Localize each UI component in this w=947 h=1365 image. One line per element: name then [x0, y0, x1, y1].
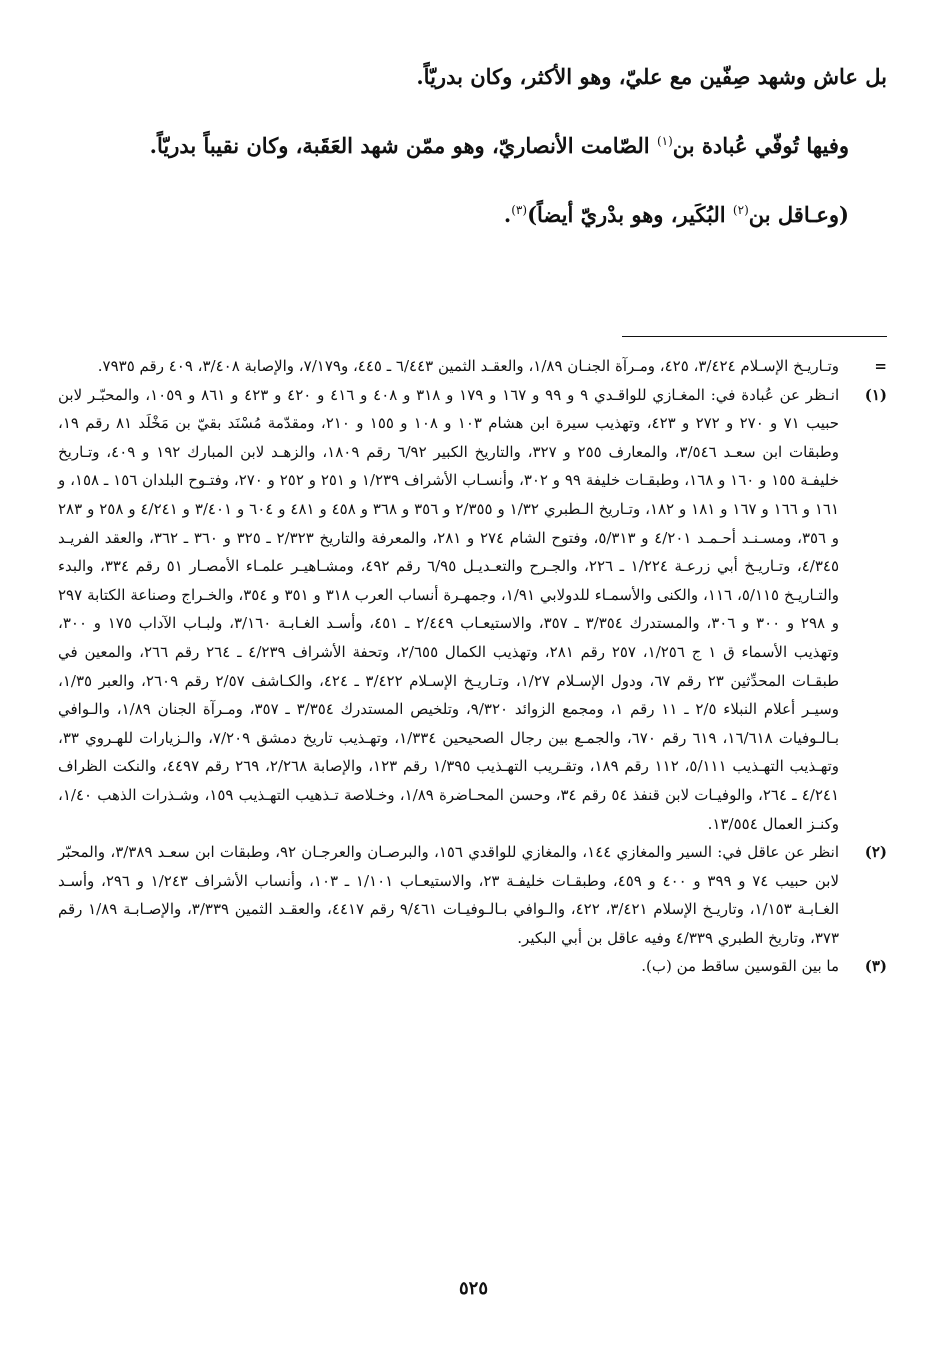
footnote-ref-2[interactable]: (٢) — [732, 203, 749, 217]
main-paragraph-aqil — [60, 191, 887, 234]
footnote-text: انظر عن عاقل في: السير والمغازي ١٤٤، والمغازي للواقدي ١٥٦، والبرصـان والعرجـان ٩٢، وطبقات ابن سعـد ٣/٣٨٩، والمحبّر لابن حبيب ٧٤ و ٣٩٩ و ٤٠٠ و ٤٥٩، وطبقـات خليفـة ٢٣، والاستيعـاب ١/١٠١ ـ ١٠٣، وأنساب الأشراف ١/٢٤٣ و ٢٩٦، وأسـد الغـابـة ١/١٥٣، وتاريـخ الإسلام ٣/٤٢١، ٤٢٢، والـوافي بـالـوفيـات ٩/٤٦١ رقم ٤٤١٧، والعقـد الثمين ٣/٣٣٩، والإصـابـة ١/٨٩ رقم ٣٧٣، وتاريخ الطبري ٤/٣٣٩ وفيه عاقل بن أبي البكير. — [58, 843, 840, 947]
footnote-marker: (٣) — [864, 957, 887, 976]
main-line-1 — [60, 58, 887, 96]
footnote-continuation — [58, 352, 887, 381]
footnote-text: وتـاريـخ الإسـلام ٣/٤٢٤، ٤٢٥، ومـرآة الجنـان ١/٨٩، والعقـد الثمين ٦/٤٤٣ ـ ٤٤٥، و٧/١٧٩، والإصابة ٣/٤٠٨، ٤٠٩ رقم ٧٩٣٥. — [97, 357, 839, 375]
ubada-text-2: الصّامت الأنصاريّ، وهو ممّن شهد العَقَبة، وكان نقيباً بدريّاً. — [149, 133, 657, 158]
footnote-3 — [58, 952, 887, 981]
footnote-marker: (١) — [864, 385, 887, 404]
footnote-marker: = — [874, 357, 887, 375]
page-number: ٥٢٥ — [458, 1278, 488, 1299]
footnote-2 — [58, 838, 887, 952]
footnote-ref-3[interactable]: (٣) — [511, 203, 528, 217]
footnote-separator — [622, 336, 887, 337]
footnote-ref-1[interactable]: (١) — [656, 134, 673, 148]
main-paragraph-ubada — [60, 122, 887, 165]
footnote-marker: (٢) — [864, 843, 887, 862]
footnote-1 — [58, 381, 887, 839]
aqil-text-2: البُكَير، وهو بدْريّ أيضاً) — [527, 202, 733, 227]
footnote-text: ما بين القوسين ساقط من (ب). — [641, 957, 839, 976]
aqil-text-end: . — [503, 202, 512, 227]
aqil-text-1: (وعـاقل بن — [748, 202, 849, 227]
main-text — [60, 58, 887, 260]
ubada-text-1: وفيها تُوفّي عُبادة بن — [672, 133, 849, 158]
footnotes-section — [58, 352, 887, 981]
main-line-1-text: بل عاش وشهد صِفّين مع عليّ، وهو الأكثر، وكان بدريّاً. — [416, 64, 887, 89]
footnote-text: انـظر عن عُبادة في: المغـازي للواقـدي ٩ و ٩٩ و ١٦٧ و ١٧٩ و ٣١٨ و ٤٠٨ و ٤١٦ و ٤٢٠ و ٤٢٣ و ٨٦١ و ١٠٥٩، والمحبّـر لابن حبيب ٧١ و ٢٧٠ و ٢٧٢ و ٤٢٣، وتهذيب سيرة ابن هشام ١٠٣ و ١٠٨ و ١٥٥ و ٢١٠، ومقدّمة مُسْنَد بقيّ بن مَخْلَد ٨١ رقم ١٩، وطبقات ابن سعـد ٣/٥٤٦، والمعارف ٢٥٥ و ٣٢٧، والتاريخ الكبير ٦/٩٢ رقم ١٨٠٩، والزهـد لابن المبارك ١٩٢ و ٤٠٩، وتـاريخ خليفـة ١٥٥ و ١٦٠ و ١٦٨، وطبقـات خليفة ٩٩ و ٣٠٢، وأنسـاب الأشراف ١/٢٣٩ و ٢٥١ و ٢٥٢ و ٢٧٠، وفتـوح البلدان ١٥٦ ـ ١٥٨، و ١٦١ و ١٦٦ و ١٦٧ و ١٨١ و ١٨٢، وتـاريخ الـطبري ١/٣٢ و ٢/٣٥٥ و ٣٥٦ و ٣٦٨ و ٤٥٨ و ٤٨١ و ٦٠٤ و ٣/٤٠١ و ٤/٢٤١ و ٢٥٨ و ٢٨٣ و ٣٥٦، ومسـنـد أحـمـد ٤/٢٠١ و ٥/٣١٣، وفتوح الشام ٢٧٤ و ٢٨١، والمعرفة والتاريخ ٢/٣٢٣ ـ ٣٢٥ و ٣٦٠ ـ ٣٦٢، والعقد الفريـد ٤/٣٤٥، وتـاريـخ أبي زرعـة ١/٢٢٤ ـ ٢٢٦، والجـرح والتعـديـل ٦/٩٥ رقم ٤٩٢، ومشـاهيـر علمـاء الأمصـار ٥١ رقم ٣٣٤، والبدء والتـاريـخ ٥/١١٥، ١١٦، والكنى والأسمـاء للدولابي ١/٩١، وجمهـرة أنساب العرب ٣١٨ و ٣٥١ و ٣٥٤، والخـراج وصناعة الكتابة ٢٩٧ و ٢٩٨ و ٣٠٠ و ٣٠٦، والمستدرك ٣/٣٥٤ ـ ٣٥٧، والاستيعـاب ٢/٤٤٩ ـ ٤٥١، وأسـد الغـابـة ٣/١٦٠، ولبـاب الآداب ١٧٥ و ٣٠٠، وتهذيب الأسماء ق ١ ج ١/٢٥٦، ٢٥٧ رقم ٢٨١، وتهذيب الكمال ٢/٦٥٥، وتحفة الأشراف ٤/٢٣٩ ـ ٢٦٤ رقم ٢٦٦، والمعين في طبقـات المحدِّثين ٢٣ رقم ٦٧، ودول الإسـلام ١/٢٧، وتـاريـخ الإسـلام ٣/٤٢٢ ـ ٤٢٤، والكـاشف ٢/٥٧ رقم ٢٦٠٩، والعبر ١/٣٥، وسيـر أعلام النبلاء ٢/٥ ـ ١١ رقم ١، ومجمع الزوائد ٩/٣٢٠، وتلخيص المستدرك ٣/٣٥٤ ـ ٣٥٧، ومـرآة الجنان ١/٨٩، والـوافي بـالـوفيات ١٦/٦١٨، ٦١٩ رقم ٦٧٠، والجمـع بين رجال الصحيحين ١/٣٣٤، وتهـذيب تاريخ دمشق ٧/٢٠٩، والـزيارات للهـروي ٣٣، وتهـذيب التهـذيب ٥/١١١، ١١٢ رقم ١٨٩، وتقـريب التهـذيب ١/٣٩٥ رقم ١٢٣، والإصابة ٢/٢٦٨، ٢٦٩ رقم ٤٤٩٧، والنكت الظراف ٤/٢٤١ ـ ٢٦٤، والوفيـات لابن قنفذ ٥٤ رقم ٣٤، وحسن المحـاضرة ١/٨٩، وخـلاصة تـذهيب التهـذيب ١٥٩، وشـذرات الذهب ١/٤٠، وكنـز العمال ١٣/٥٥٤. — [58, 385, 840, 833]
